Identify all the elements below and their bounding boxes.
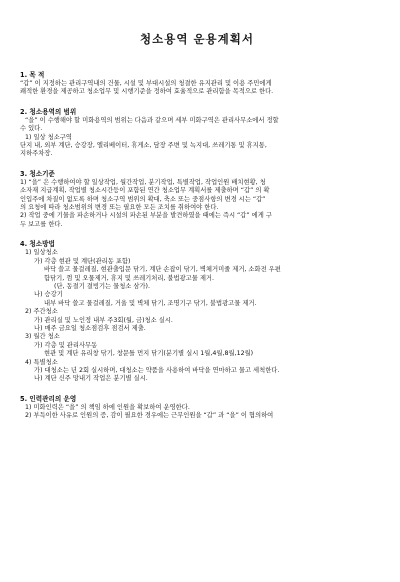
section-heading: 1. 목 적 — [20, 71, 45, 79]
paragraph-line: 현관 및 계단 유리창 닦기, 창문틀 먼지 닦기(분기별 실시 1월,4월,8월,12월) — [44, 350, 254, 358]
paragraph-line: “을” 이 수행해야 할 미화용역의 범위는 다음과 같으며 세부 미화구역은 관리사무소에서 정할 — [25, 116, 279, 124]
list-item: 3) 월간 청소 — [25, 333, 60, 341]
list-item: 1) 미화인력은 “을” 의 책임 하에 인원을 확보하여 운영한다. — [25, 403, 190, 411]
section-staffing — [20, 395, 374, 421]
section-standards — [20, 170, 374, 229]
document-title: 청소용역 운용계획서 — [140, 32, 254, 46]
paragraph-line: 바닥 쓸고 물걸레질, 현관출입문 닦기, 계단 손잡이 닦기, 벽체거미줄 제거, 소화전 우편 — [44, 266, 281, 274]
list-item: 가) 각층 현관 및 계단(관리동 포함) — [34, 257, 131, 265]
list-item: 가) 관리실 및 노인정 내부 주3회(월, 금)청소 실시. — [34, 316, 173, 324]
list-item: 나) 매주 금요일 청소점검후 점검서 제출. — [34, 324, 146, 332]
paragraph-line: 인입주에 차질이 없도록 하며 청소구역 범위의 확대, 축소 또는 중점사항의 변경 시는 “갑” — [20, 195, 266, 203]
section-methods — [20, 240, 374, 384]
list-item: 4) 특별청소 — [25, 358, 58, 366]
paragraph-line: 두 보고를 한다. — [20, 220, 63, 228]
paragraph-line: 지하주차장. — [20, 150, 53, 158]
list-item: 2) 작업 중에 기물을 파손하거나 시설의 파손된 부분을 발견하였을 때에는 즉시 “갑” 에게 구 — [20, 212, 272, 220]
list-item: 1) “을” 은 수행하여야 할 일상작업, 월간작업, 분기작업, 특별작업, 작업인원 배치현황, 청 — [20, 178, 266, 186]
list-item: 나) 계단 신주 망내기 작업은 분기별 실시. — [34, 375, 148, 383]
paragraph-line: 의 요청에 따라 청소범위의 변경 또는 필요한 모든 조치를 취하여야 한다. — [20, 204, 219, 212]
list-item: 나) 승강기 — [34, 291, 63, 299]
paragraph-line: 내부 바닥 쓸고 물걸레질, 거울 및 벽체 닦기, 조명기구 닦기, 불법광고물 제거. — [44, 299, 257, 307]
section-purpose — [20, 71, 374, 97]
section-heading: 5. 인력관리의 운영 — [20, 394, 77, 403]
list-item: 1) 일상 청소구역 — [25, 133, 72, 141]
section-scope — [20, 108, 374, 159]
list-item: 2) 부득이한 사유로 인원의 증, 감이 필요한 경우에는 근무인원을 “갑” 과 “을” 이 협의하여 — [25, 412, 274, 420]
section-heading: 3. 청소기준 — [20, 169, 55, 178]
section-heading: 2. 청소용역의 범위 — [20, 107, 77, 116]
paragraph-line: 단지 내, 외부 계단, 승강장, 엘리베이터, 휴게소, 담장 주변 및 녹지대, 쓰레기통 및 휴지통, — [20, 142, 267, 150]
paragraph-line: 쾌적한 환경을 제공하고 청소업무 및 시행기준을 정하여 효율적으로 관리함을 목적으로 한다. — [20, 88, 274, 96]
paragraph-line: (단, 동절기 결빙기는 물청소 삼가). — [54, 282, 150, 290]
list-item: 가) 대청소는 년 2회 실시하며, 대청소는 약품을 사용하여 바닥을 연마하고 물고 세척한다. — [34, 366, 280, 374]
list-item: 2) 주간청소 — [25, 308, 58, 316]
paragraph-line: 수 있다. — [20, 125, 43, 133]
list-item: 가) 각층 및 관리사무동 — [34, 341, 98, 349]
paragraph-line: 소자재 지급계획, 작업별 청소시간등이 포함된 연간 청소업무 계획서를 제출하며 “갑” 의 확 — [20, 187, 270, 195]
paragraph-line: 함닦기, 껌 및 오물제거, 휴지 및 쓰레기처리, 불법광고물 제거. — [44, 274, 215, 282]
list-item: 1) 일상청소 — [25, 249, 58, 257]
section-heading: 4. 청소방법 — [20, 240, 55, 249]
paragraph-line: “갑” 이 지정하는 관리구역내의 건물, 시설 및 부대시설의 청결한 유지관리 및 이용 주민에게 — [20, 80, 272, 87]
